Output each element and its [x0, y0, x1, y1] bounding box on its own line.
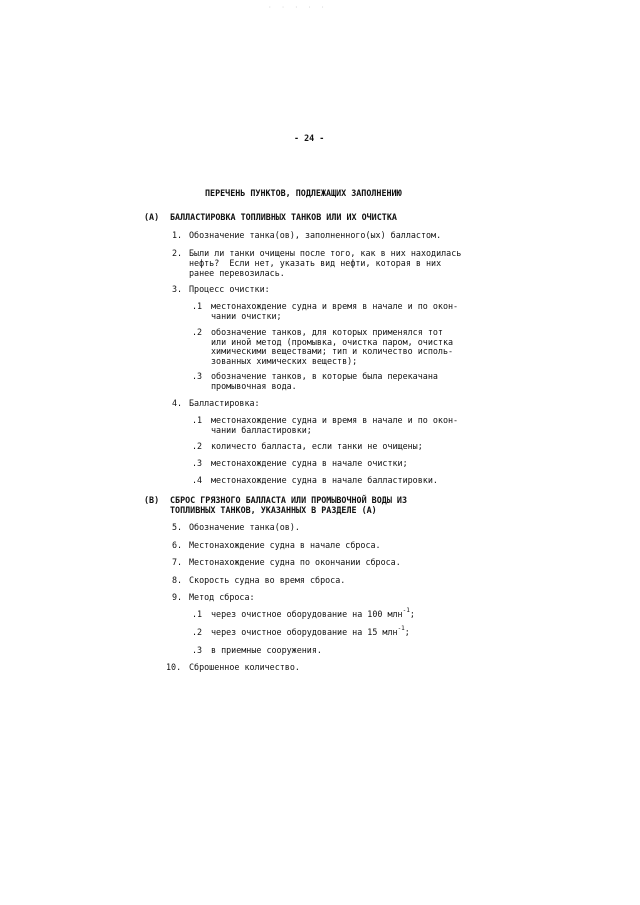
- item-text: Местонахождение судна в начале сброса.: [189, 540, 381, 550]
- subitem-text: [211, 607, 415, 620]
- subitem-number: .2: [192, 627, 203, 637]
- item-text: Обозначение танка(ов), заполненного(ых) балластом.: [189, 230, 442, 240]
- subitem-text-line: обозначение танков, в которые была перекачана: [211, 371, 438, 381]
- subitem-text-line: чании очистки;: [211, 311, 282, 321]
- item-number: 7.: [172, 557, 183, 567]
- subitem-text-tail: ;: [409, 609, 415, 619]
- exponent: -1: [402, 607, 410, 615]
- item-number: 1.: [172, 230, 183, 240]
- subitem-text: местонахождение судна в начале балластировки.: [211, 475, 438, 485]
- subitem-text-line: химическими веществами; тип и количество исполь-: [211, 346, 454, 356]
- item-number: 6.: [172, 540, 183, 550]
- subitem-text: [211, 625, 410, 638]
- item-text: Местонахождение судна по окончании сброса.: [189, 557, 401, 567]
- item-number: 4.: [172, 398, 183, 408]
- item-number: 3.: [172, 284, 183, 294]
- item-number: 9.: [172, 592, 183, 602]
- document-title: ПЕРЕЧЕНЬ ПУНКТОВ, ПОДЛЕЖАЩИХ ЗАПОЛНЕНИЮ: [205, 188, 402, 198]
- section-a-letter: (A): [144, 212, 160, 222]
- subitem-text-line: чании балластировки;: [211, 425, 312, 435]
- subitem-text-line: промывочная вода.: [211, 381, 297, 391]
- exponent: -1: [397, 625, 405, 633]
- subitem-number: .2: [192, 441, 203, 451]
- subitem-text-main: через очистное оборудование на 15 млн: [211, 627, 398, 637]
- section-b-heading-line: СБРОС ГРЯЗНОГО БАЛЛАСТА ИЛИ ПРОМЫВОЧНОЙ ВОДЫ ИЗ: [170, 495, 407, 505]
- page-number: - 24 -: [294, 133, 325, 143]
- section-b-letter: (B): [144, 495, 160, 505]
- subitem-number: .1: [192, 301, 203, 311]
- subitem-number: .1: [192, 415, 203, 425]
- subitem-text-line: или иной метод (промывка, очистка паром, очистка: [211, 337, 454, 347]
- item-text: Процесс очистки:: [189, 284, 270, 294]
- subitem-number: .4: [192, 475, 203, 485]
- subitem-text-main: через очистное оборудование на 100 млн: [211, 609, 403, 619]
- item-number: 10.: [166, 662, 182, 672]
- item-text: Метод сброса:: [189, 592, 255, 602]
- subitem-text: в приемные сооружения.: [211, 645, 322, 655]
- item-text-line: Были ли танки очищены после того, как в них находилась: [189, 248, 462, 258]
- item-text: Сброшенное количество.: [189, 662, 300, 672]
- item-text-line: ранее перевозилась.: [189, 268, 285, 278]
- item-number: 8.: [172, 575, 183, 585]
- subitem-number: .2: [192, 327, 203, 337]
- item-number: 2.: [172, 248, 183, 258]
- item-text-line: нефть? Если нет, указать вид нефти, которая в них: [189, 258, 442, 268]
- item-text: Обозначение танка(ов).: [189, 522, 300, 532]
- subitem-number: .3: [192, 371, 203, 381]
- subitem-number: .1: [192, 609, 203, 619]
- subitem-text-line: обозначение танков, для которых применялся тот: [211, 327, 443, 337]
- subitem-text-line: местонахождение судна и время в начале и по окон-: [211, 301, 459, 311]
- item-text: Скорость судна во время сброса.: [189, 575, 346, 585]
- section-b-heading-line: ТОПЛИВНЫХ ТАНКОВ, УКАЗАННЫХ В РАЗДЕЛЕ (А): [170, 505, 377, 515]
- subitem-number: .3: [192, 645, 203, 655]
- scan-artifact: · · · · ·: [268, 4, 328, 11]
- subitem-text: количесто балласта, если танки не очищены;: [211, 441, 423, 451]
- section-a-heading: БАЛЛАСТИРОВКА ТОПЛИВНЫХ ТАНКОВ ИЛИ ИХ ОЧИСТКА: [170, 212, 397, 222]
- item-text: Балластировка:: [189, 398, 260, 408]
- subitem-text: местонахождение судна в начале очистки;: [211, 458, 408, 468]
- subitem-number: .3: [192, 458, 203, 468]
- subitem-text-line: местонахождение судна и время в начале и по окон-: [211, 415, 459, 425]
- subitem-text-line: зованных химических веществ);: [211, 356, 358, 366]
- item-number: 5.: [172, 522, 183, 532]
- subitem-text-tail: ;: [404, 627, 410, 637]
